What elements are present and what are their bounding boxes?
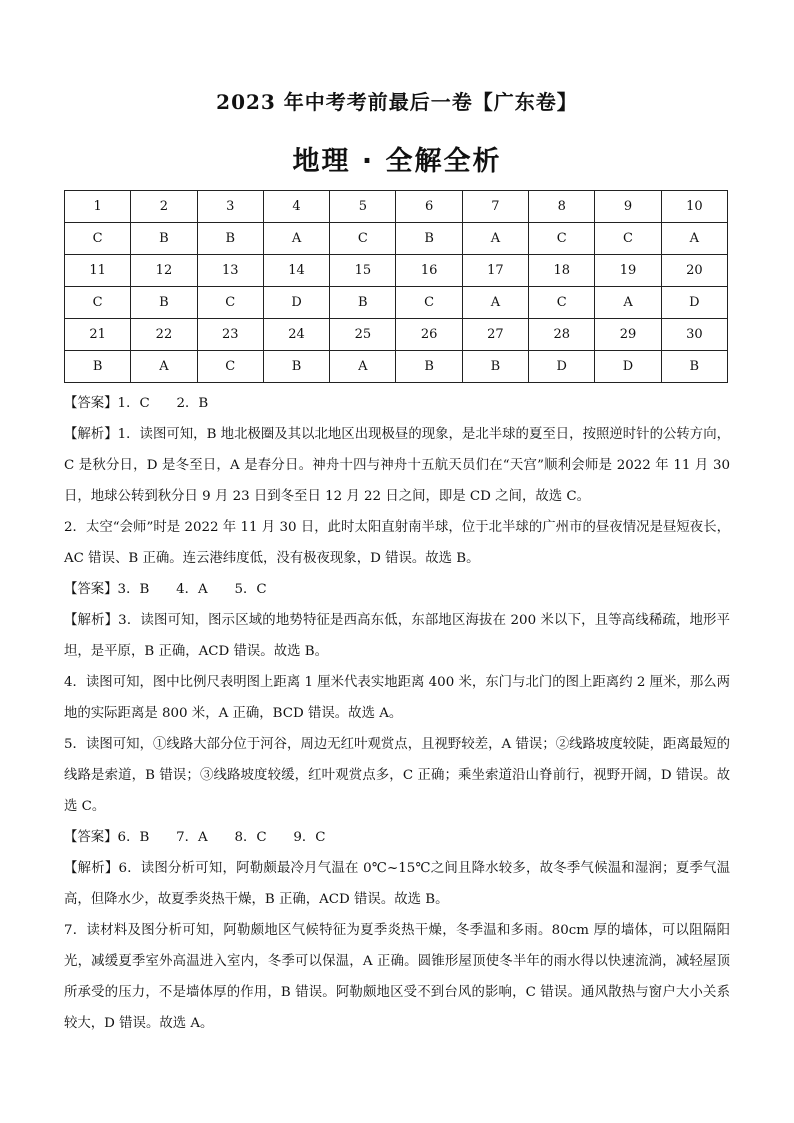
explanation-body bbox=[64, 388, 730, 1039]
answer-cell: A bbox=[131, 351, 197, 383]
answer-row bbox=[65, 223, 728, 255]
question-number-cell: 15 bbox=[330, 255, 396, 287]
analysis-paragraph: 7．读材料及图分析可知，阿勒颇地区气候特征为夏季炎热干燥，冬季温和多雨。80cm 厚的墙体，可以阻隔阳光，减缓夏季室外高温进入室内，冬季可以保温，A 正确。圆锥形屋顶使冬半年的雨水得以快速流淌，减轻屋顶所承受的压力，不是墙体厚的作用，B 错误。阿勒颇地区受不到台风的影响，C 错误。通风散热与窗户大小关系较大，D 错误。故选 A。 bbox=[64, 923, 730, 1031]
answer-cell: B bbox=[661, 351, 727, 383]
answer-cell: B bbox=[131, 287, 197, 319]
answer-cell: C bbox=[595, 223, 661, 255]
question-number-cell: 13 bbox=[197, 255, 263, 287]
question-number-cell: 3 bbox=[197, 191, 263, 223]
answer-cell: C bbox=[197, 351, 263, 383]
question-number-cell: 1 bbox=[65, 191, 131, 223]
answer-line: 【答案】1．C 2．B bbox=[64, 396, 209, 411]
document-subtitle: 地理 · 全解全析 bbox=[292, 146, 502, 177]
answer-cell: B bbox=[197, 223, 263, 255]
answer-cell: C bbox=[396, 287, 462, 319]
question-number-cell: 27 bbox=[462, 319, 528, 351]
answer-cell: B bbox=[396, 351, 462, 383]
answer-cell: B bbox=[330, 287, 396, 319]
answer-cell: D bbox=[263, 287, 329, 319]
answer-cell: B bbox=[65, 351, 131, 383]
question-number-cell: 16 bbox=[396, 255, 462, 287]
answer-line: 【答案】6．B 7．A 8．C 9．C bbox=[64, 830, 326, 845]
answer-cell: C bbox=[197, 287, 263, 319]
question-number-cell: 29 bbox=[595, 319, 661, 351]
answer-cell: C bbox=[65, 223, 131, 255]
question-number-cell: 20 bbox=[661, 255, 727, 287]
question-number-row bbox=[65, 255, 728, 287]
question-number-cell: 6 bbox=[396, 191, 462, 223]
answer-cell: B bbox=[131, 223, 197, 255]
answer-cell: A bbox=[661, 223, 727, 255]
question-number-cell: 10 bbox=[661, 191, 727, 223]
question-number-cell: 14 bbox=[263, 255, 329, 287]
question-number-cell: 18 bbox=[529, 255, 595, 287]
answer-cell: C bbox=[330, 223, 396, 255]
question-number-cell: 25 bbox=[330, 319, 396, 351]
answer-cell: C bbox=[529, 287, 595, 319]
answer-cell: A bbox=[263, 223, 329, 255]
question-number-cell: 11 bbox=[65, 255, 131, 287]
answer-line: 【答案】3．B 4．A 5．C bbox=[64, 582, 267, 597]
question-number-cell: 30 bbox=[661, 319, 727, 351]
question-number-cell: 4 bbox=[263, 191, 329, 223]
answer-table bbox=[64, 190, 728, 383]
question-number-cell: 12 bbox=[131, 255, 197, 287]
question-number-cell: 28 bbox=[529, 319, 595, 351]
question-number-cell: 19 bbox=[595, 255, 661, 287]
question-number-cell: 26 bbox=[396, 319, 462, 351]
analysis-paragraph: 5．读图可知，①线路大部分位于河谷，周边无红叶观赏点，且视野较差，A 错误；②线路坡度较陡，距离最短的线路是索道，B 错误；③线路坡度较缓，红叶观赏点多，C 正确；乘坐索道沿山脊前行，视野开阔，D 错误。故选 C。 bbox=[64, 737, 730, 814]
answer-cell: B bbox=[462, 351, 528, 383]
analysis-paragraph: 2．太空“会师”时是 2022 年 11 月 30 日，此时太阳直射南半球，位于北半球的广州市的昼夜情况是昼短夜长，AC 错误、B 正确。连云港纬度低，没有极夜现象，D 错误。故选 B。 bbox=[64, 520, 730, 566]
question-number-cell: 23 bbox=[197, 319, 263, 351]
analysis-paragraph: 【解析】6．读图分析可知，阿勒颇最冷月气温在 0℃~15℃之间且降水较多，故冬季气候温和湿润；夏季气温高，但降水少，故夏季炎热干燥，B 正确，ACD 错误。故选 B。 bbox=[64, 861, 730, 907]
answer-cell: D bbox=[595, 351, 661, 383]
answer-cell: A bbox=[462, 287, 528, 319]
question-number-cell: 21 bbox=[65, 319, 131, 351]
question-number-cell: 22 bbox=[131, 319, 197, 351]
question-number-cell: 5 bbox=[330, 191, 396, 223]
answer-row bbox=[65, 351, 728, 383]
analysis-paragraph: 【解析】1．读图可知，B 地北极圈及其以北地区出现极昼的现象，是北半球的夏至日，按照逆时针的公转方向，C 是秋分日，D 是冬至日，A 是春分日。神舟十四与神舟十五航天员们在“天宫”顺利会师是 2022 年 11 月 30 日，地球公转到秋分日 9 月 23 日到冬至日 12 月 22 日之间，即是 CD 之间，故选 C。 bbox=[64, 427, 730, 504]
analysis-paragraph: 【解析】3．读图可知，图示区域的地势特征是西高东低，东部地区海拔在 200 米以下，且等高线稀疏，地形平坦，是平原，B 正确，ACD 错误。故选 B。 bbox=[64, 613, 730, 659]
answer-cell: A bbox=[462, 223, 528, 255]
question-number-row bbox=[65, 319, 728, 351]
question-number-cell: 17 bbox=[462, 255, 528, 287]
answer-cell: D bbox=[661, 287, 727, 319]
answer-row bbox=[65, 287, 728, 319]
analysis-paragraph: 4．读图可知，图中比例尺表明图上距离 1 厘米代表实地距离 400 米，东门与北门的图上距离约 2 厘米，那么两地的实际距离是 800 米，A 正确，BCD 错误。故选 A。 bbox=[64, 675, 730, 721]
answer-cell: A bbox=[595, 287, 661, 319]
document-title: 2023 年中考考前最后一卷【广东卷】 bbox=[216, 90, 578, 114]
question-number-cell: 9 bbox=[595, 191, 661, 223]
answer-cell: D bbox=[529, 351, 595, 383]
answer-cell: C bbox=[65, 287, 131, 319]
answer-cell: C bbox=[529, 223, 595, 255]
question-number-row bbox=[65, 191, 728, 223]
question-number-cell: 7 bbox=[462, 191, 528, 223]
answer-cell: B bbox=[396, 223, 462, 255]
question-number-cell: 8 bbox=[529, 191, 595, 223]
question-number-cell: 2 bbox=[131, 191, 197, 223]
question-number-cell: 24 bbox=[263, 319, 329, 351]
answer-cell: A bbox=[330, 351, 396, 383]
answer-cell: B bbox=[263, 351, 329, 383]
